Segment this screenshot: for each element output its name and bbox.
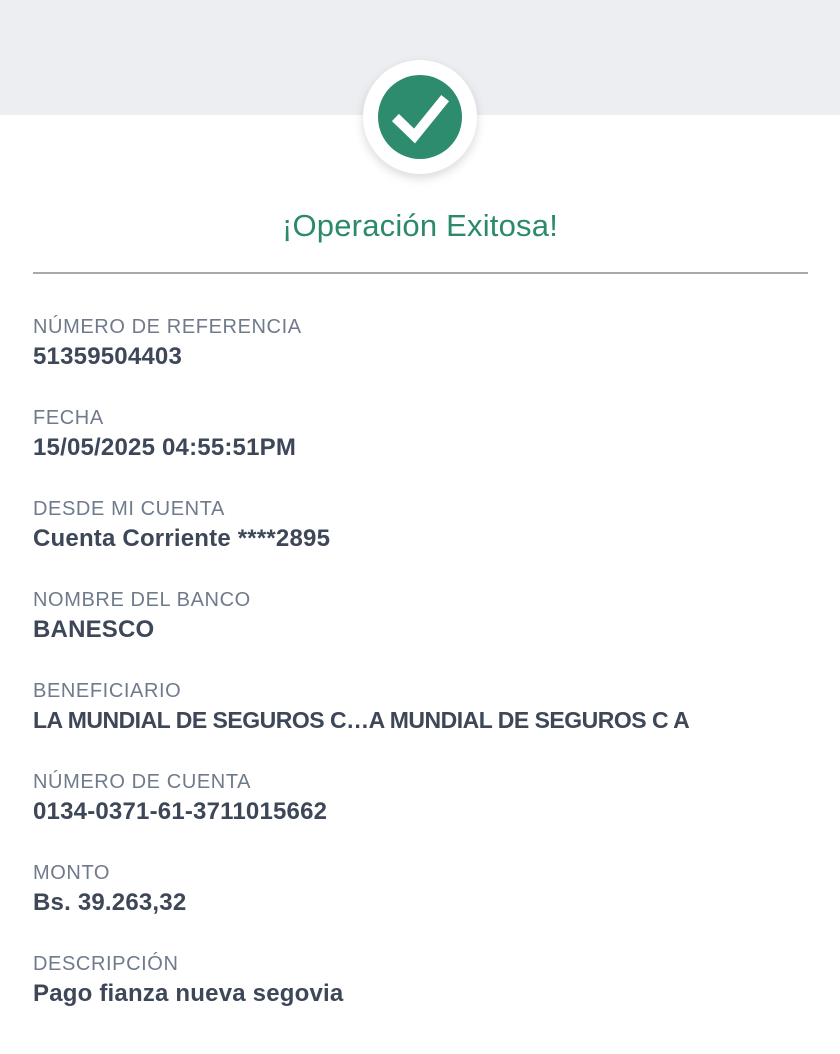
field-beneficiario bbox=[33, 678, 807, 737]
field-numero-de-cuenta bbox=[33, 769, 807, 828]
field-label: NOMBRE DEL BANCO bbox=[33, 589, 251, 611]
field-descripcion bbox=[33, 951, 807, 1010]
field-value: Cuenta Corriente ****2895 bbox=[33, 525, 331, 552]
field-label: NÚMERO DE REFERENCIA bbox=[33, 316, 302, 338]
field-label: MONTO bbox=[33, 862, 111, 884]
field-label: BENEFICIARIO bbox=[33, 680, 182, 702]
field-label: DESCRIPCIÓN bbox=[33, 953, 179, 975]
field-label: DESDE MI CUENTA bbox=[33, 498, 225, 520]
receipt-fields bbox=[0, 274, 840, 1010]
field-numero-de-referencia bbox=[33, 314, 807, 373]
field-value: Pago fianza nueva segovia bbox=[33, 980, 344, 1007]
field-desde-mi-cuenta bbox=[33, 496, 807, 555]
field-label: FECHA bbox=[33, 407, 104, 429]
field-value: BANESCO bbox=[33, 616, 155, 643]
field-value: Bs. 39.263,32 bbox=[33, 889, 187, 916]
success-badge bbox=[363, 60, 477, 174]
field-value: LA MUNDIAL DE SEGUROS C…A MUNDIAL DE SEGUROS C A bbox=[33, 707, 690, 733]
field-value: 15/05/2025 04:55:51PM bbox=[33, 434, 297, 461]
field-nombre-del-banco bbox=[33, 587, 807, 646]
field-label: NÚMERO DE CUENTA bbox=[33, 771, 252, 793]
field-value: 51359504403 bbox=[33, 343, 183, 370]
field-value: 0134-0371-61-3711015662 bbox=[33, 798, 328, 825]
field-monto bbox=[33, 860, 807, 919]
success-check-icon bbox=[378, 75, 462, 159]
page-title: ¡Operación Exitosa! bbox=[281, 208, 559, 243]
field-fecha bbox=[33, 405, 807, 464]
